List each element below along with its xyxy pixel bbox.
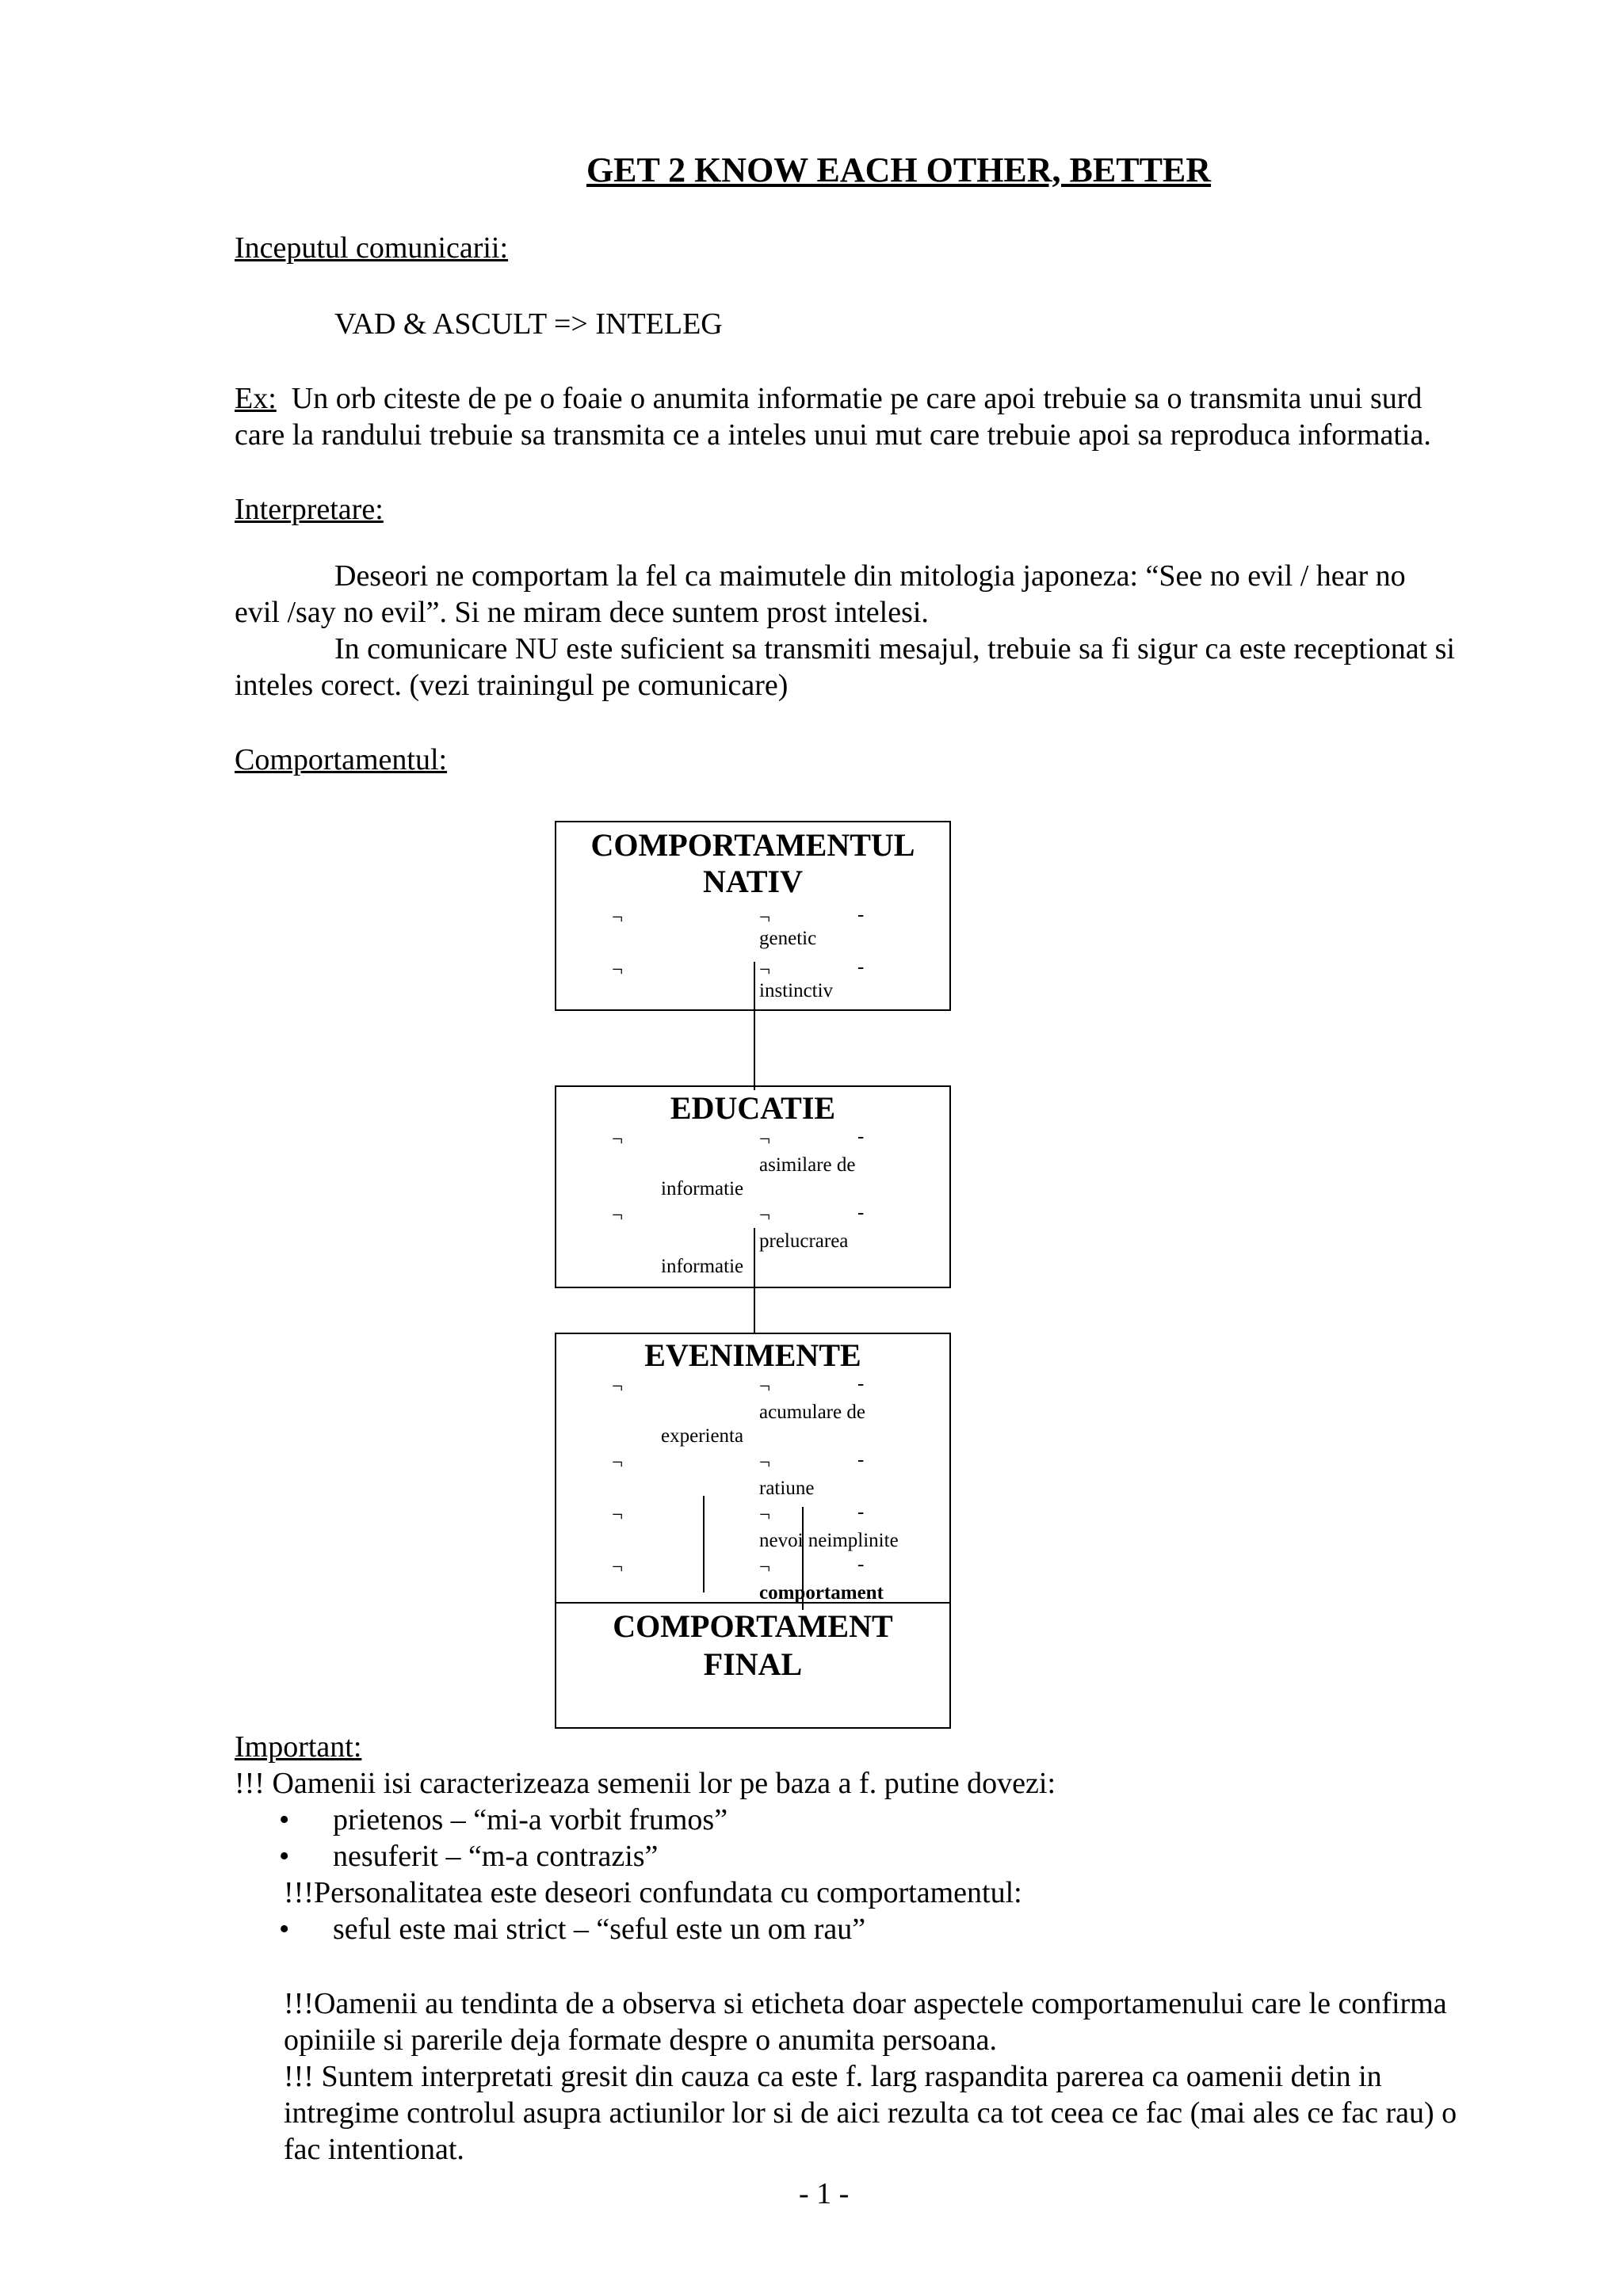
formula-line: VAD & ASCULT => INTELEG — [334, 307, 723, 341]
dash-icon: - — [857, 1554, 865, 1575]
important-p4-line3: fac intentionat. — [284, 2133, 464, 2166]
mark-icon: ¬ — [759, 1205, 771, 1226]
mark-icon: ¬ — [759, 1376, 771, 1398]
box2-item-prelucrarea: prelucrarea — [759, 1230, 849, 1252]
important-heading: Important: — [235, 1730, 362, 1764]
box2-heading: EDUCATIE — [670, 1090, 836, 1126]
box4-heading-2: FINAL — [703, 1646, 803, 1682]
example-label: Ex: — [235, 382, 277, 415]
box3-item-comportament: comportament — [759, 1582, 884, 1604]
interp-p1-line1: Deseori ne comportam la fel ca maimutele din mitologia japoneza: “See no evil / hear no — [334, 559, 1406, 593]
mark-icon: ¬ — [612, 1505, 624, 1526]
important-line-1: !!! Oamenii isi caracterizeaza semenii lor pe baza a f. putine dovezi: — [235, 1767, 1056, 1800]
mark-icon: ¬ — [612, 1376, 624, 1398]
box3-item-acumulare: acumulare de — [759, 1402, 865, 1423]
bullet-nesuferit: nesuferit – “m-a contrazis” — [333, 1840, 659, 1873]
mark-icon: ¬ — [612, 1129, 624, 1150]
page-number: - 1 - — [799, 2177, 850, 2210]
box3-item-nevoi: nevoi neimplinite — [759, 1530, 899, 1551]
important-line-2: !!!Personalitatea este deseori confundata cu comportamentul: — [284, 1876, 1022, 1909]
dash-icon: - — [857, 1126, 865, 1147]
comportamentul-heading: Comportamentul: — [235, 743, 448, 776]
mark-icon: ¬ — [759, 1129, 771, 1150]
box3-item-ratiune: ratiune — [759, 1478, 815, 1499]
example-text-1: Un orb citeste de pe o foaie o anumita informatie pe care apoi trebuie sa o transmita unui surd — [291, 382, 1423, 415]
box1-heading-1: COMPORTAMENTUL — [590, 827, 915, 863]
dash-icon: - — [857, 1373, 865, 1394]
box1-item-genetic: genetic — [759, 928, 817, 949]
mark-icon: ¬ — [759, 1452, 771, 1474]
important-p4-line1: !!! Suntem interpretati gresit din cauza ca este f. larg raspandita parerea ca oamenii detin in — [284, 2060, 1382, 2093]
example-line-2: care la randului trebuie sa transmita ce a inteles unui mut care trebuie apoi sa reproduca informatia. — [235, 418, 1431, 452]
example-line-1 — [235, 380, 1422, 417]
box3-item-experienta: experienta — [661, 1425, 744, 1447]
important-p3-line1: !!!Oamenii au tendinta de a observa si eticheta doar aspectele comportamenului care le confirma — [284, 1987, 1447, 2020]
mark-icon: ¬ — [612, 1557, 624, 1578]
interp-p2-line2: inteles corect. (vezi trainingul pe comunicare) — [235, 669, 789, 702]
bullet-icon: • — [279, 1840, 290, 1873]
page-title: GET 2 KNOW EACH OTHER, BETTER — [586, 151, 1212, 189]
important-p4-line2: intregime controlul asupra actiunilor lor si de aici rezulta ca tot ceea ce fac (mai ales ce fac rau) o — [284, 2096, 1457, 2130]
bullet-prietenos: prietenos – “mi-a vorbit frumos” — [333, 1803, 728, 1836]
inceput-heading: Inceputul comunicarii: — [235, 231, 509, 265]
box4-heading-1: COMPORTAMENT — [613, 1608, 893, 1644]
dash-icon: - — [857, 1202, 865, 1223]
bullet-icon: • — [279, 1803, 290, 1836]
box1-item-instinctiv: instinctiv — [759, 980, 834, 1001]
important-p3-line2: opiniile si parerile deja formate despre o anumita persoana. — [284, 2023, 998, 2057]
box2-item-informatie-2: informatie — [661, 1256, 744, 1277]
interpretare-heading: Interpretare: — [235, 493, 384, 526]
mark-icon: ¬ — [612, 907, 624, 929]
dash-icon: - — [857, 1501, 865, 1523]
box2-item-asimilare: asimilare de — [759, 1154, 856, 1176]
interp-p2-line1: In comunicare NU este suficient sa transmiti mesajul, trebuie sa fi sigur ca este receptionat si — [334, 632, 1455, 666]
box1-heading-2: NATIV — [703, 864, 803, 899]
dash-icon: - — [857, 956, 865, 978]
bullet-icon: • — [279, 1913, 290, 1946]
box2-item-informatie-1: informatie — [661, 1178, 744, 1199]
dash-icon: - — [857, 904, 865, 925]
mark-icon: ¬ — [759, 907, 771, 929]
mark-icon: ¬ — [759, 1505, 771, 1526]
mark-icon: ¬ — [612, 959, 624, 981]
mark-icon: ¬ — [612, 1452, 624, 1474]
box3-heading: EVENIMENTE — [644, 1337, 861, 1373]
dash-icon: - — [857, 1449, 865, 1470]
mark-icon: ¬ — [759, 959, 771, 981]
mark-icon: ¬ — [759, 1557, 771, 1578]
interp-p1-line2: evil /say no evil”. Si ne miram dece suntem prost intelesi. — [235, 596, 929, 629]
bullet-seful: seful este mai strict – “seful este un om rau” — [333, 1913, 866, 1946]
mark-icon: ¬ — [612, 1205, 624, 1226]
